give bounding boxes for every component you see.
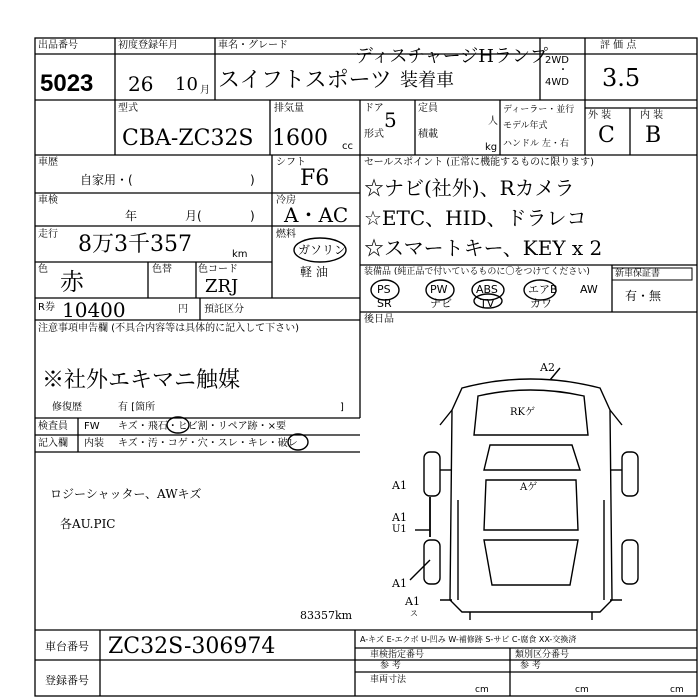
equipment-item: SR <box>377 297 392 310</box>
score-ext-label: 外 装 <box>588 110 612 121</box>
diagram-mileage-note: 83357km <box>300 609 353 622</box>
load-label: 積載 <box>418 129 438 140</box>
drive-dot: ・ <box>558 65 568 76</box>
shift-label: シフト <box>276 157 306 168</box>
handle-label: ハンドル 左・右 <box>503 139 569 149</box>
car-note-line2: 装着車 <box>400 70 454 91</box>
displacement-value: 1600 <box>272 126 328 151</box>
equipment-item: PS <box>377 283 391 296</box>
sales-point-line: ☆ETC、HID、ドラレコ <box>364 206 587 230</box>
coupon-unit: 円 <box>178 304 188 315</box>
history-value: 自家用・( <box>80 173 133 187</box>
footer-cm: cm <box>475 685 489 695</box>
first-reg-month-unit: 月 <box>200 85 210 96</box>
fuel-diesel: 軽 油 <box>300 265 328 279</box>
car-name-value: スイフトスポーツ <box>218 68 392 93</box>
damage-mark: U1 <box>392 524 407 535</box>
model-label: 型式 <box>118 103 138 114</box>
model-value: CBA-ZC32S <box>122 126 254 151</box>
warranty-label: 新車保証書 <box>615 269 661 279</box>
footer-ref2: 参 考 <box>520 661 541 671</box>
footer-class-label: 類別区分番号 <box>515 650 570 660</box>
damage-mark: ス <box>410 609 418 618</box>
color-change-label: 色替 <box>152 264 172 275</box>
mileage-value: 8万3千357 <box>78 232 192 257</box>
damage-mark: A2 <box>540 361 555 374</box>
inspection-close: ) <box>250 209 255 223</box>
notes-label: 注意事項申告欄 (不具合内容等は具体的に記入して下さい) <box>38 323 299 334</box>
capacity-unit: 人 <box>488 116 498 127</box>
score-label: 評 価 点 <box>600 40 637 51</box>
score-ext-value: C <box>598 123 615 148</box>
load-unit: kg <box>485 142 498 153</box>
fuel-label: 燃料 <box>276 229 296 240</box>
model-year-label: モデル年式 <box>503 121 548 131</box>
history-close: ) <box>250 173 255 187</box>
drive-4wd: 4WD <box>545 77 569 88</box>
damage-mark: A1 <box>392 511 407 524</box>
inspection-label: 車検 <box>38 195 58 206</box>
chassis-label: 車台番号 <box>45 640 89 653</box>
drive-2wd: 2WD <box>545 55 569 66</box>
coupon-label: R券 <box>38 302 55 313</box>
diagram-note: Aゲ <box>520 482 538 493</box>
sales-point-line: ☆スマートキー、KEY x 2 <box>364 236 603 260</box>
legend-text: A-キズ E-エクボ U-凹み W-補修跡 S-サビ C-腐食 XX-交換済 <box>360 635 577 644</box>
dealer-label: ディーラー・並行 <box>503 105 575 115</box>
footer-cm: cm <box>670 685 684 695</box>
post-install-label: 後日品 <box>364 314 394 325</box>
footer-cm: cm <box>575 685 589 695</box>
equipment-item: TV <box>480 297 495 310</box>
fw-label: FW <box>84 421 100 432</box>
mileage-unit: km <box>232 249 248 260</box>
inspection-month-unit: 月( <box>185 209 202 223</box>
car-name-label: 車名・グレード <box>218 40 288 51</box>
equipment-item: PW <box>430 283 448 296</box>
chassis-value: ZC32S-306974 <box>108 634 276 659</box>
diagram-note: RKゲ <box>510 407 535 418</box>
inspector-note-1: ロジーシャッター、AWキズ <box>50 487 202 501</box>
doors-label: ドア <box>364 103 384 114</box>
interior-items: キズ・汚・コゲ・穴・スレ・キレ・破レ <box>118 438 298 449</box>
score-int-value: B <box>645 123 662 148</box>
doors-value: 5 <box>384 108 397 132</box>
notes-text: ※社外エキマニ触媒 <box>42 368 241 393</box>
coupon-value: 10400 <box>62 298 126 322</box>
damage-mark: A1 <box>392 479 407 492</box>
first-reg-year: 26 <box>128 72 154 96</box>
equipment-item: カワ <box>530 297 552 310</box>
sales-points-label: セールスポイント (正常に機能するものに限ります) <box>364 157 595 168</box>
checker-label-2: 記入欄 <box>38 438 68 449</box>
color-value: 赤 <box>60 268 84 296</box>
shape-label: 形式 <box>364 129 384 140</box>
color-code-label: 色コード <box>198 264 238 275</box>
equipment-label: 装備品 (純正品で付いているものに〇をつけてください) <box>364 267 590 277</box>
history-label: 車歴 <box>38 157 58 168</box>
color-code-value: ZRJ <box>205 276 239 297</box>
footer-size-label: 車両寸法 <box>370 675 407 685</box>
lot-label: 出品番号 <box>38 40 78 51</box>
ac-value: A・AC <box>284 203 349 227</box>
equipment-item: エアB <box>528 283 558 296</box>
damage-mark: A1 <box>392 577 407 590</box>
displacement-label: 排気量 <box>274 103 304 114</box>
color-label: 色 <box>38 264 48 275</box>
score-int-label: 内 装 <box>640 110 664 121</box>
equipment-item: ABS <box>476 283 498 296</box>
repair-value: 有 [箇所 <box>118 402 156 413</box>
first-reg-label: 初度登録年月 <box>118 40 178 51</box>
lot-number: 5023 <box>40 70 94 97</box>
equipment-item: ナビ <box>430 297 452 310</box>
interior-label: 内装 <box>84 438 104 449</box>
car-diagram <box>410 368 638 620</box>
damage-mark: A1 <box>405 595 420 608</box>
equipment-item: AW <box>580 283 598 296</box>
shift-value: F6 <box>300 166 330 191</box>
first-reg-month: 10 <box>175 74 198 95</box>
sales-point-line: ☆ナビ(社外)、Rカメラ <box>364 176 575 200</box>
warranty-value: 有・無 <box>625 289 662 303</box>
mileage-label: 走行 <box>38 229 58 240</box>
footer-ref: 参 考 <box>380 661 401 671</box>
displacement-unit: cc <box>342 141 353 152</box>
inspection-year-unit: 年 <box>125 209 138 223</box>
checker-label-1: 検査員 <box>38 421 68 432</box>
deposit-label: 預託区分 <box>204 304 244 315</box>
capacity-label: 定員 <box>418 103 438 114</box>
footer-reg-label: 車検指定番号 <box>370 650 425 660</box>
inspector-note-2: 各AU.PIC <box>60 517 116 531</box>
car-note-line1: ディスチャージHランプ <box>355 46 548 67</box>
reg-no-label: 登録番号 <box>45 674 89 687</box>
repair-close: ] <box>340 402 344 413</box>
ac-label: 冷房 <box>276 195 296 206</box>
fw-items: キズ・飛石・ヒビ割・リペア跡・×要 <box>118 421 286 432</box>
repair-label: 修復歴 <box>52 402 82 413</box>
fuel-gasoline: ガソリン <box>298 243 347 257</box>
score-value: 3.5 <box>602 64 641 92</box>
